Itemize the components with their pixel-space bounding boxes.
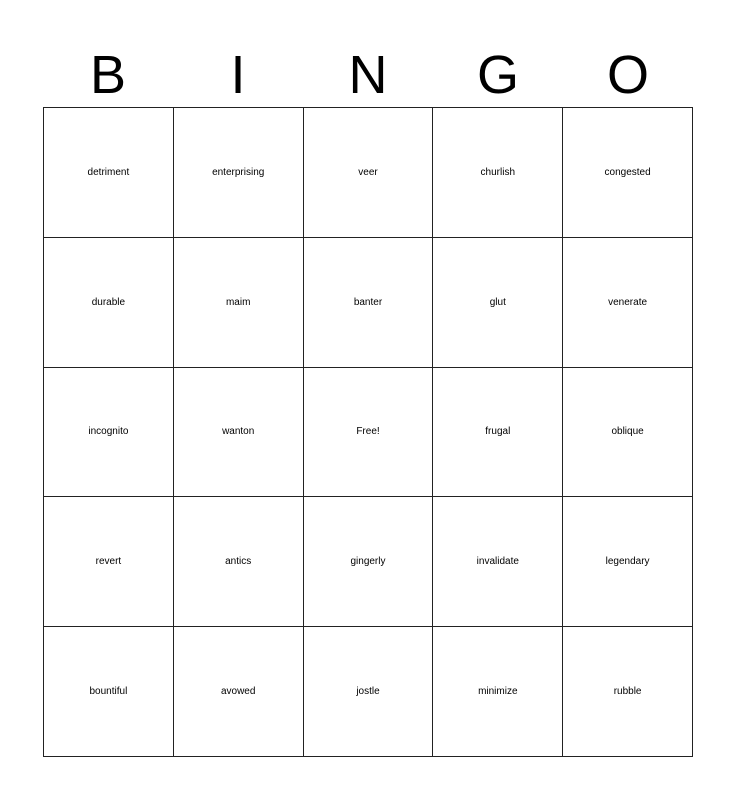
bingo-cell: veer xyxy=(304,108,434,238)
bingo-cell: minimize xyxy=(433,627,563,757)
bingo-board xyxy=(43,107,693,757)
bingo-cell: jostle xyxy=(304,627,434,757)
free-space-cell: Free! xyxy=(304,368,434,498)
bingo-cell: congested xyxy=(563,108,693,238)
bingo-header xyxy=(43,44,693,106)
bingo-cell: revert xyxy=(44,497,174,627)
bingo-cell: avowed xyxy=(174,627,304,757)
bingo-cell: churlish xyxy=(433,108,563,238)
bingo-cell: enterprising xyxy=(174,108,304,238)
bingo-cell: oblique xyxy=(563,368,693,498)
bingo-cell: bountiful xyxy=(44,627,174,757)
bingo-cell: gingerly xyxy=(304,497,434,627)
header-letter-n: N xyxy=(348,45,388,105)
bingo-cell: venerate xyxy=(563,238,693,368)
header-letter-b: B xyxy=(89,45,127,105)
bingo-cell: invalidate xyxy=(433,497,563,627)
bingo-cell: incognito xyxy=(44,368,174,498)
bingo-cell: antics xyxy=(174,497,304,627)
bingo-cell: banter xyxy=(304,238,434,368)
bingo-cell: legendary xyxy=(563,497,693,627)
header-letter-i: I xyxy=(230,45,246,105)
bingo-cell: detriment xyxy=(44,108,174,238)
bingo-cell: wanton xyxy=(174,368,304,498)
bingo-cell: durable xyxy=(44,238,174,368)
header-letter-o: O xyxy=(606,45,649,105)
bingo-cell: glut xyxy=(433,238,563,368)
header-letter-g: G xyxy=(476,45,519,105)
bingo-cell: maim xyxy=(174,238,304,368)
bingo-cell: rubble xyxy=(563,627,693,757)
bingo-cell: frugal xyxy=(433,368,563,498)
